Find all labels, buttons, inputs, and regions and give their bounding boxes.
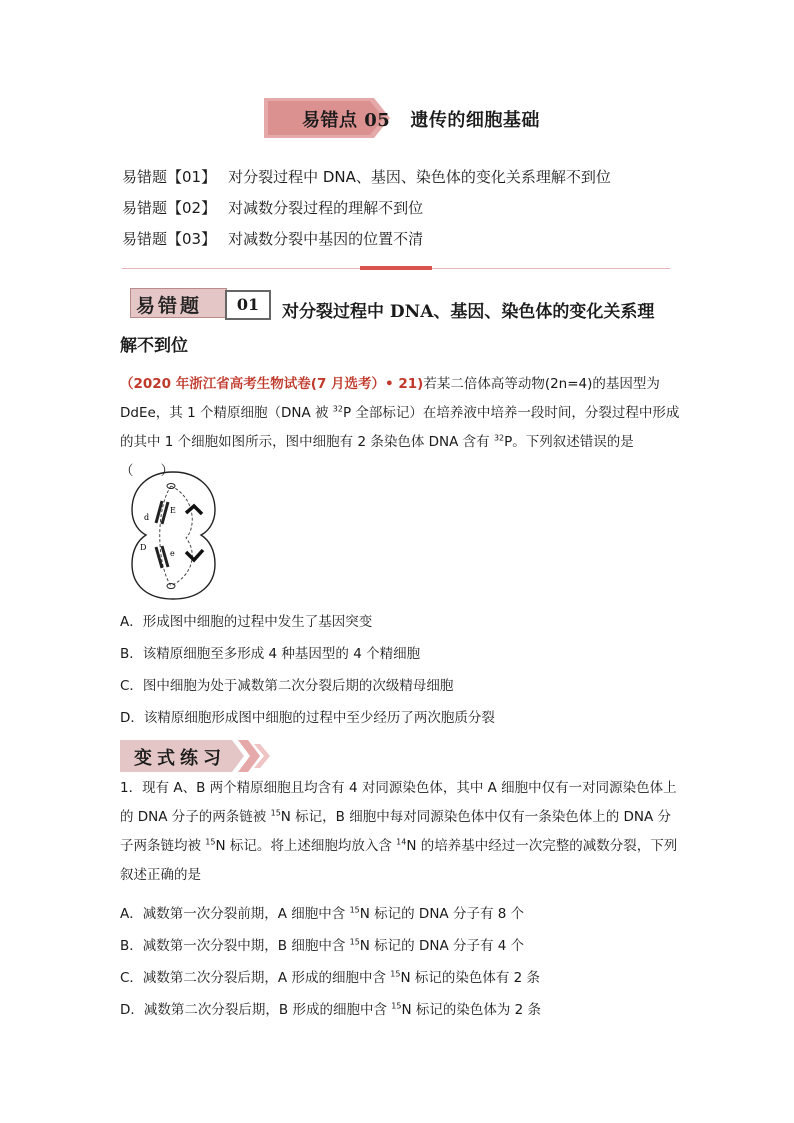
practice-part: N 标记。将上述细胞均放入含 [215,838,397,854]
section-title-cont: 解不到位 [120,336,188,356]
question-source: （2020 年浙江省高考生物试卷(7 月选考）• 21) [120,376,424,392]
option-sup: 15 [349,905,360,915]
option-text: N 标记的 DNA 分子有 4 个 [359,938,525,954]
option-d[interactable]: D．该精原细胞形成图中细胞的过程中至少经历了两次胞质分裂 [120,710,495,726]
figure-label-d: d [144,513,150,522]
toc-text: 对减数分裂中基因的位置不清 [228,230,424,248]
section-badge-label: 易错题 [136,295,203,317]
toc-list [122,162,611,255]
option-sup: 15 [349,937,360,947]
toc-text: 对减数分裂过程的理解不到位 [228,199,424,217]
figure-label-E: E [170,506,176,515]
practice-part: N 标记，B 细胞中每对同源染色体中仅有一条染色体上的 DNA 分子两条链均被 [120,809,672,854]
stem-sup: 32 [332,404,343,414]
title-banner [264,98,584,138]
cell-division-figure [126,468,221,603]
section-number: 01 [225,290,271,320]
practice-part: N 的培养基中经过一次完整的减数分裂，下列叙述正确的是 [120,838,678,883]
practice-option-c[interactable] [120,962,541,994]
option-text: C．减数第二次分裂后期，A 形成的细胞中含 [120,970,391,986]
stem-part: P。下列叙述错误的是（ ） [120,434,634,479]
section-title: 对分裂过程中 DNA、基因、染色体的变化关系理 [282,302,655,322]
title-main: 遗传的细胞基础 [410,110,540,131]
option-text: A．减数第一次分裂前期，A 细胞中含 [120,906,350,922]
option-a[interactable]: A．形成图中细胞的过程中发生了基因突变 [120,614,373,630]
option-text: N 标记的染色体为 2 条 [401,1002,541,1018]
practice-sup: 15 [205,837,216,847]
practice-sup: 14 [396,837,407,847]
stem-sup: 32 [493,433,505,443]
option-sup: 15 [390,969,401,979]
toc-tag: 易错题【03】 [122,230,217,248]
toc-tag: 易错题【02】 [122,199,217,217]
option-b[interactable]: B．该精原细胞至多形成 4 种基因型的 4 个精细胞 [120,646,421,662]
practice-stem [120,774,680,890]
question-options [120,606,495,734]
option-sup: 15 [391,1001,402,1011]
practice-sup: 15 [270,808,281,818]
practice-option-b[interactable] [120,930,541,962]
section-badge [130,288,227,318]
toc-text: 对分裂过程中 DNA、基因、染色体的变化关系理解不到位 [228,168,611,186]
toc-item [122,162,611,193]
page-title [302,106,540,132]
title-label: 易错点 05 [302,110,391,131]
practice-badge [120,740,270,772]
stem-part: 若某二倍体高等动物(2n=4)的基因型为 DdEe，其 1 个精原细胞（DNA 被 [120,376,660,421]
practice-part: 1．现有 A、B 两个精原细胞且均含有 4 对同源染色体，其中 A 细胞中仅有一对同源染色体上的 DNA 分子的两条链被 [120,780,677,825]
toc-item [122,224,611,255]
toc-item [122,193,611,224]
figure-label-D: D [140,543,147,552]
option-text: D．减数第二次分裂后期，B 形成的细胞中含 [120,1002,392,1018]
practice-options [120,898,541,1026]
option-text: N 标记的染色体有 2 条 [400,970,540,986]
divider-accent [360,266,432,270]
stem-part: P 全部标记）在培养液中培养一段时间，分裂过程中形成的其中 1 个细胞如图所示，图中细胞有 2 条染色体 DNA 含有 [120,405,680,450]
figure-label-e: e [170,549,175,558]
option-c[interactable]: C．图中细胞为处于减数第二次分裂后期的次级精母细胞 [120,678,454,694]
toc-tag: 易错题【01】 [122,168,217,186]
practice-option-d[interactable] [120,994,541,1026]
practice-label: 变式练习 [134,748,226,769]
option-text: N 标记的 DNA 分子有 8 个 [359,906,525,922]
option-text: B．减数第一次分裂中期，B 细胞中含 [120,938,350,954]
practice-option-a[interactable] [120,898,541,930]
